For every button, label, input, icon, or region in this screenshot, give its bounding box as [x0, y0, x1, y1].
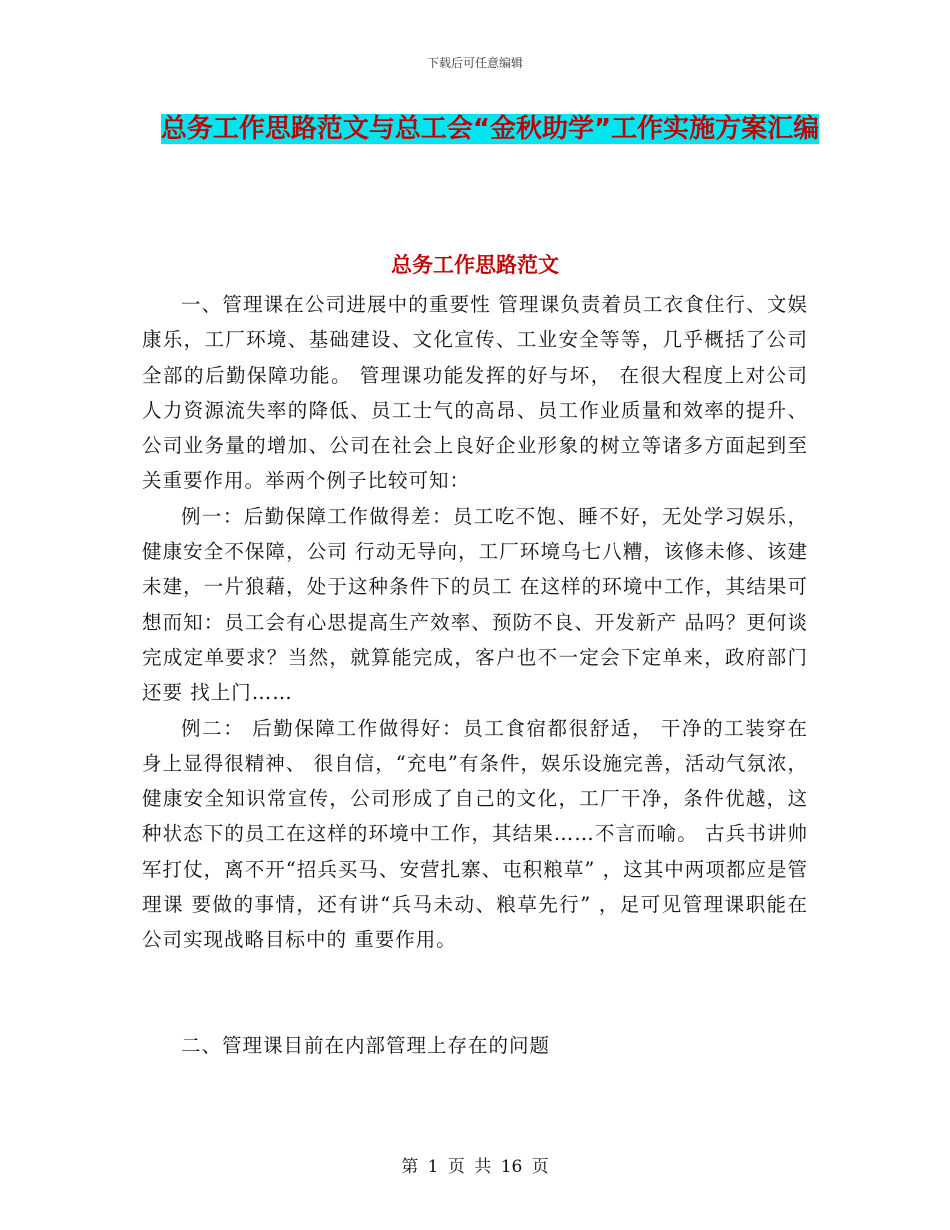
section-heading: 总务工作思路范文: [391, 253, 559, 277]
paragraph: 一、管理课在公司进展中的重要性 管理课负责着员工衣食住行、文娱康乐，工厂环境、基础建设、文化宣传、工业安全等等，几乎概括了公司全部的后勤保障功能。 管理课功能发挥的好与坏， 在很大程度上对公司人力资源流失率的降低、员工士气的高昂、员工作业质量和效率的提升、公司业务量的增加、公司在社会上良好企业形象的树立等诸多方面起到至关重要作用。举两个例子比较可知：: [142, 293, 808, 493]
paragraph: 例一：后勤保障工作做得差：员工吃不饱、睡不好，无处学习娱乐，健康安全不保障，公司 行动无导向，工厂环境乌七八糟，该修未修、该建未建，一片狼藉，处于这种条件下的员工 在这样的环境中工作，其结果可想而知：员工会有心思提高生产效率、预防不良、开发新产 品吗？更何谈完成定单要求？当然，就算能完成，客户也不一定会下定单来，政府部门还要 找上门……: [142, 504, 808, 705]
document-title-text: 总务工作思路范文与总工会“金秋助学”工作实施方案汇编: [160, 114, 820, 144]
document-title: [140, 106, 840, 152]
subheading: 二、管理课目前在内部管理上存在的问题: [181, 1034, 551, 1057]
header-note: 下载后可任意编辑: [426, 56, 523, 70]
page-number: 第 1 页 共 16 页: [401, 1157, 549, 1177]
paragraph: 例二： 后勤保障工作做得好：员工食宿都很舒适， 干净的工装穿在身上显得很精神、 很自信，“充电”有条件，娱乐设施完善，活动气氛浓，健康安全知识常宣传，公司形成了自己的文化，工厂干净，条件优越，这种状态下的员工在这样的环境中工作，其结果……不言而喻。 古兵书讲帅军打仗，离不开“招兵买马、安营扎寨、屯积粮草” ，这其中两项都应是管理课 要做的事情，还有讲“兵马未动、粮草先行” ，足可见管理课职能在公司实现战略目标中的 重要作用。: [142, 716, 808, 952]
body-text: [142, 287, 808, 958]
